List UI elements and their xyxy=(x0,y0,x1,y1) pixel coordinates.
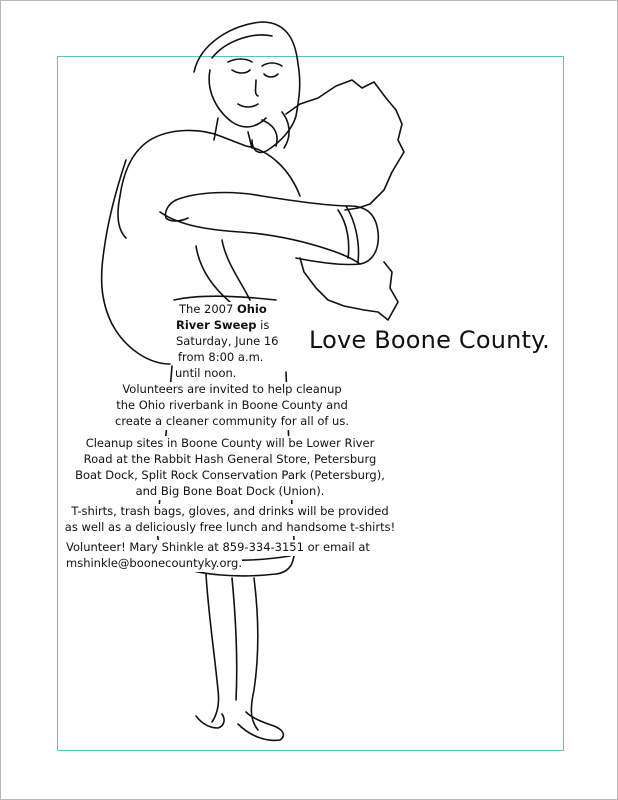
sites-line-2: Road at the Rabbit Hash General Store, Petersburg xyxy=(60,452,400,468)
brow-left xyxy=(228,59,252,62)
sites-line-4: and Big Bone Boat Dock (Union). xyxy=(60,484,400,500)
boone-county-map-shape xyxy=(286,80,404,320)
shoe-right xyxy=(238,712,283,740)
blouse-left-side xyxy=(118,140,150,238)
leg-right xyxy=(251,578,258,730)
sites-line-1: Cleanup sites in Boone County will be Lower River xyxy=(60,436,400,452)
intro-line-1 xyxy=(177,302,269,318)
shoe-left xyxy=(196,714,224,728)
closed-eye-left xyxy=(232,70,250,73)
brow-right xyxy=(262,63,282,66)
arm-lower xyxy=(160,212,360,264)
volunteers-line-3: create a cleaner community for all of us. xyxy=(84,414,380,430)
sleeve-drape xyxy=(196,240,250,302)
intro-line-2 xyxy=(174,318,271,334)
volunteers-line-1: Volunteers are invited to help cleanup xyxy=(84,382,380,398)
leg-left xyxy=(206,574,219,722)
supplies-line-1: T-shirts, trash bags, gloves, and drinks will be provided xyxy=(60,504,400,520)
contact-line-1: Volunteer! Mary Shinkle at 859-334-3151 or email at xyxy=(66,540,370,554)
intro-bold-river-sweep: River Sweep xyxy=(176,318,257,332)
intro-bold-ohio: Ohio xyxy=(236,302,267,316)
event-date: Saturday, June 16 xyxy=(176,334,279,348)
leg-cross xyxy=(232,578,237,700)
closed-eye-right xyxy=(264,74,278,77)
sites-line-3: Boat Dock, Split Rock Conservation Park (Petersburg), xyxy=(60,468,400,484)
nose xyxy=(256,80,259,96)
hair-strands xyxy=(212,35,289,148)
event-time: from 8:00 a.m. xyxy=(178,350,264,364)
event-end-time: until noon. xyxy=(175,366,237,380)
volunteers-line-2: the Ohio riverbank in Boone County and xyxy=(84,398,380,414)
mouth xyxy=(238,104,258,107)
contact-email[interactable]: mshinkle@boonecountyky.org. xyxy=(66,556,242,570)
poster-title: Love Boone County. xyxy=(309,326,550,354)
intro-year-text: The 2007 xyxy=(179,302,237,316)
intro-is-text: is xyxy=(256,318,270,332)
supplies-line-2: as well as a deliciously free lunch and handsome t-shirts! xyxy=(60,520,400,536)
